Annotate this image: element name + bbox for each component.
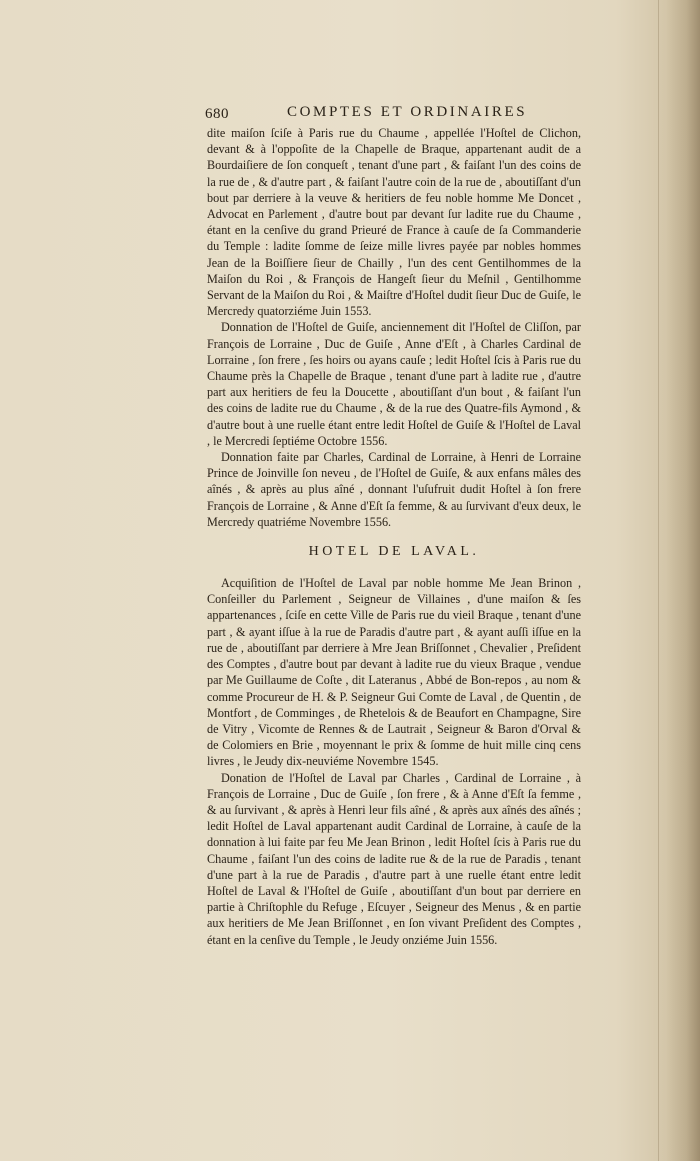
paragraph-acquisition-laval: Acquiſition de l'Hoſtel de Laval par noble homme Me Jean Brinon , Conſeiller du Parlement , Seigneur de Villaines , d'une maiſon & ſes appartenances , ſciſe en cette Ville de Paris rue du vieil Braque , tenant d'une part , & ayant iſſue à la rue de Paradis d'autre part , & ayant auſſi iſſue en la rue de , aboutiſſant par derriere à Mre Jean Briſſonnet , Chevalier , Preſident des Comptes , d'autre bout par devant à ladite rue du vieux Braque , vendue par Me Guillaume de Coſte , dit Lateranus , Abbé de Bon-repos , au nom & comme Procureur de H. & P. Seigneur Gui Comte de Laval , de Quentin , de Montfort , de Comminges , de Rhetelois & de Beaufort en Champagne, Sire de Vitry , Vicomte de Rennes & de Lautrait , Seigneur & Baron d'Orval & de Colomiers en Brie , moyennant le prix & ſomme de huit mille cinq cens livres , le Jeudy dix-neuviéme Novembre 1545. bbox=[207, 576, 581, 769]
body-text bbox=[207, 125, 581, 948]
page-crease bbox=[658, 0, 659, 1161]
paragraph-donnation-guise: Donnation de l'Hoſtel de Guiſe, anciennement dit l'Hoſtel de Cliſſon, par François de Lorraine , Duc de Guiſe , Anne d'Eſt , à Charles Cardinal de Lorraine , ſon frere , ſes hoirs ou ayans cauſe ; ledit Hoſtel ſcis à Paris rue du Chaume près la Chapelle de Braque , tenant d'une part à ladite rue , d'autre part aux heritiers de feu la Doucette , aboutiſſant d'un bout , & faiſant l'un des coins de ladite rue du Chaume , & de la rue des Quatre-fils Aymond , & d'autre bout à une ruelle étant entre ledit Hoſtel de Guiſe & l'Hoſtel de Laval , le Mercredi ſeptiéme Octobre 1556. bbox=[207, 320, 581, 448]
page-edge-shadow bbox=[666, 0, 700, 1161]
running-head bbox=[205, 104, 577, 126]
paragraph-donnation-joinville: Donnation faite par Charles, Cardinal de Lorraine, à Henri de Lorraine Prince de Joinville ſon neveu , de l'Hoſtel de Guiſe, & aux enfans mâles des aînés , & après au plus aîné , donnant l'uſufruit dudit Hoſtel à ſon frere François de Lorraine , & Anne d'Eſt ſa femme, & au ſurvivant d'eux deux, le Mercredy quatriéme Novembre 1556. bbox=[207, 450, 581, 529]
header-title: COMPTES ET ORDINAIRES bbox=[287, 104, 528, 120]
paragraph-donation-laval: Donation de l'Hoſtel de Laval par Charles , Cardinal de Lorraine , à François de Lorraine , Duc de Guiſe , ſon frere , & à Anne d'Eſt ſa femme , & au ſurvivant , & après à Henri leur fils aîné , & après aux aînés des aînés ; ledit Hoſtel de Laval appartenant audit Cardinal de Lorraine, à cauſe de la donnation à lui faite par feu Me Jean Brinon , ledit Hoſtel ſcis à Paris rue du Chaume , faiſant l'un des coins de ladite rue & de la rue de Paradis , tenant d'une part à la rue de Paradis , d'autre part à une ruelle étant entre ledit Hoſtel de Laval & l'Hoſtel de Guiſe , aboutiſſant d'un bout par derriere en partie à Chriſtophle du Refuge , Eſcuyer , Seigneur des Menus , & en partie aux heritiers de Me Jean Briſſonnet , en ſon vivant Preſident des Comptes , étant en la cenſive du Temple , le Jeudy onziéme Juin 1556. bbox=[207, 770, 581, 947]
paragraph-continuation: dite maiſon ſciſe à Paris rue du Chaume , appellée l'Hoſtel de Clichon, devant & à l'oppoſite de la Chapelle de Braque, appartenant audit de a Bourdaiſiere de ſon conqueſt , tenant d'une part , & faiſant l'un des coins de la rue de , & d'autre part , & faiſant l'autre coin de la rue de , aboutiſſant d'un bout par derriere à la veuve & heritiers de feu noble homme Me Doncet , Advocat en Parlement , d'autre bout par devant ſur ladite rue du Chaume , étant en la cenſive du grand Prieuré de France à cauſe de ſa Commanderie du Temple : ladite ſomme de ſeize mille livres payée par nobles hommes Jean de la Boiſſiere ſieur de Chailly , l'un des cent Gentilhommes de la Maiſon du Roi , & François de Hangeſt ſieur du Meſnil , Gentilhomme Servant de la Maiſon du Roi , & Maiſtre d'Hoſtel dudit ſieur Duc de Guiſe, le Mercredy quatorziéme Juin 1553. bbox=[207, 126, 581, 319]
page-number: 680 bbox=[205, 106, 229, 122]
section-title-hotel-de-laval: HOTEL DE LAVAL. bbox=[308, 544, 480, 560]
